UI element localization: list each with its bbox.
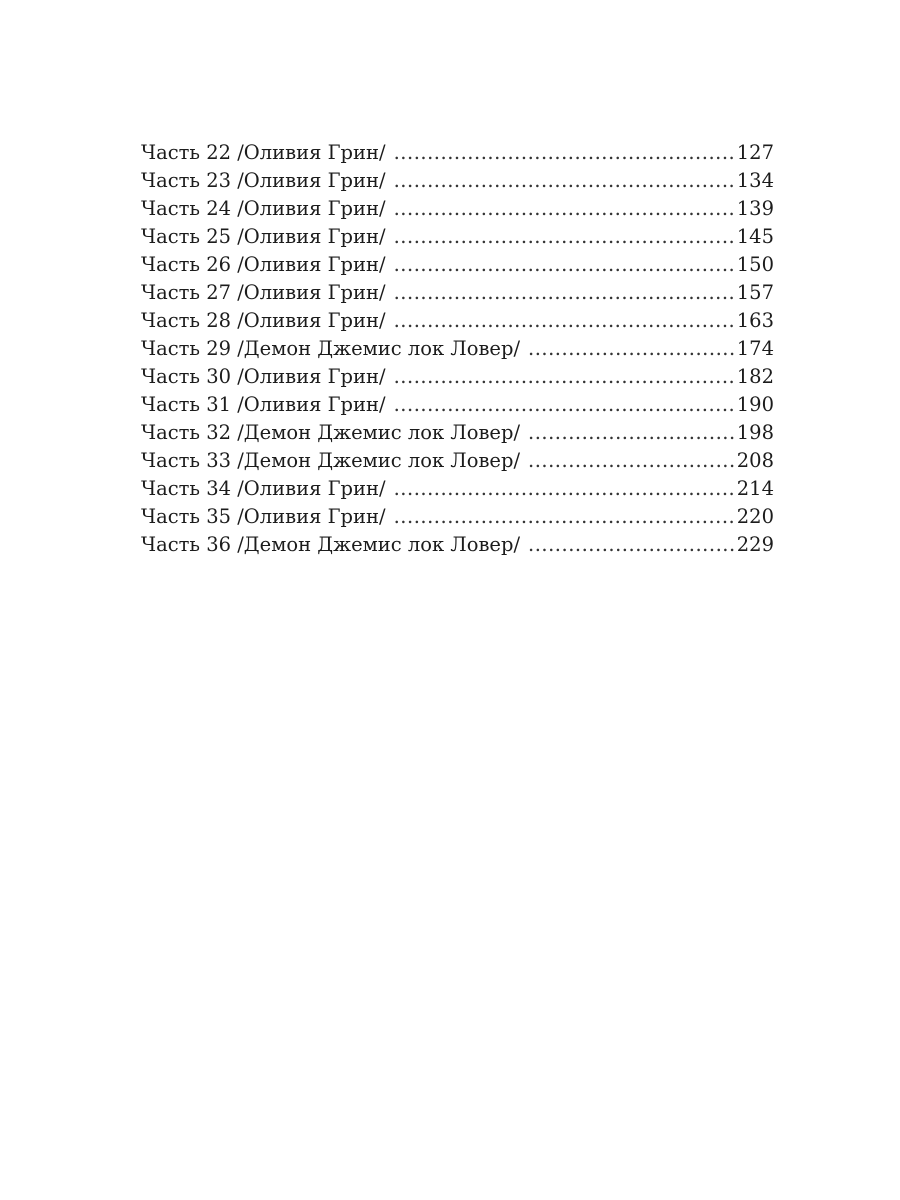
toc-entry (141, 363, 774, 391)
toc-entry-page: 214 (736, 477, 774, 500)
dot-leader (528, 335, 736, 363)
toc-entry (141, 139, 774, 167)
toc-entry-page: 150 (736, 253, 774, 276)
toc-entry-page: 208 (736, 449, 774, 472)
toc-entry-page: 229 (736, 533, 774, 556)
dot-leader (394, 279, 736, 307)
toc-entry-title: Часть 24 /Оливия Грин/ (141, 197, 386, 220)
toc-entry (141, 223, 774, 251)
toc-entry-title: Часть 26 /Оливия Грин/ (141, 253, 386, 276)
toc-entry-title: Часть 23 /Оливия Грин/ (141, 169, 386, 192)
toc-entry-title: Часть 35 /Оливия Грин/ (141, 505, 386, 528)
toc-entry-page: 163 (736, 309, 774, 332)
toc-entry-title: Часть 33 /Демон Джемис лок Ловер/ (141, 449, 521, 472)
dot-leader (394, 251, 736, 279)
dot-leader (394, 195, 736, 223)
toc-entry-title: Часть 27 /Оливия Грин/ (141, 281, 386, 304)
dot-leader (528, 419, 736, 447)
toc-entry-title: Часть 25 /Оливия Грин/ (141, 225, 386, 248)
toc-entry-page: 157 (736, 281, 774, 304)
toc-entry-page: 190 (736, 393, 774, 416)
toc-entry (141, 419, 774, 447)
toc-entry-page: 198 (736, 421, 774, 444)
toc-entry (141, 307, 774, 335)
dot-leader (528, 447, 736, 475)
toc-entry (141, 279, 774, 307)
toc-entry-title: Часть 36 /Демон Джемис лок Ловер/ (141, 533, 521, 556)
toc-entry-title: Часть 28 /Оливия Грин/ (141, 309, 386, 332)
toc-entry-page: 127 (736, 141, 774, 164)
toc-entry (141, 475, 774, 503)
dot-leader (528, 531, 736, 559)
toc-entry (141, 447, 774, 475)
toc-entry-page: 220 (736, 505, 774, 528)
toc-entry-title: Часть 32 /Демон Джемис лок Ловер/ (141, 421, 521, 444)
toc-entry (141, 503, 774, 531)
dot-leader (394, 391, 736, 419)
toc-entry-title: Часть 31 /Оливия Грин/ (141, 393, 386, 416)
toc-entry-page: 145 (736, 225, 774, 248)
toc-entry (141, 335, 774, 363)
dot-leader (394, 167, 736, 195)
dot-leader (394, 223, 736, 251)
dot-leader (394, 503, 736, 531)
toc-entry (141, 167, 774, 195)
toc-entry-page: 182 (736, 365, 774, 388)
toc-entry (141, 251, 774, 279)
toc-entry-page: 134 (736, 169, 774, 192)
toc-entry-title: Часть 29 /Демон Джемис лок Ловер/ (141, 337, 521, 360)
toc-entry (141, 195, 774, 223)
toc-entry-title: Часть 34 /Оливия Грин/ (141, 477, 386, 500)
toc-entry (141, 531, 774, 559)
dot-leader (394, 139, 736, 167)
table-of-contents (141, 139, 774, 559)
dot-leader (394, 475, 736, 503)
toc-entry-page: 139 (736, 197, 774, 220)
toc-entry-page: 174 (736, 337, 774, 360)
dot-leader (394, 307, 736, 335)
dot-leader (394, 363, 736, 391)
toc-entry (141, 391, 774, 419)
toc-entry-title: Часть 30 /Оливия Грин/ (141, 365, 386, 388)
toc-entry-title: Часть 22 /Оливия Грин/ (141, 141, 386, 164)
